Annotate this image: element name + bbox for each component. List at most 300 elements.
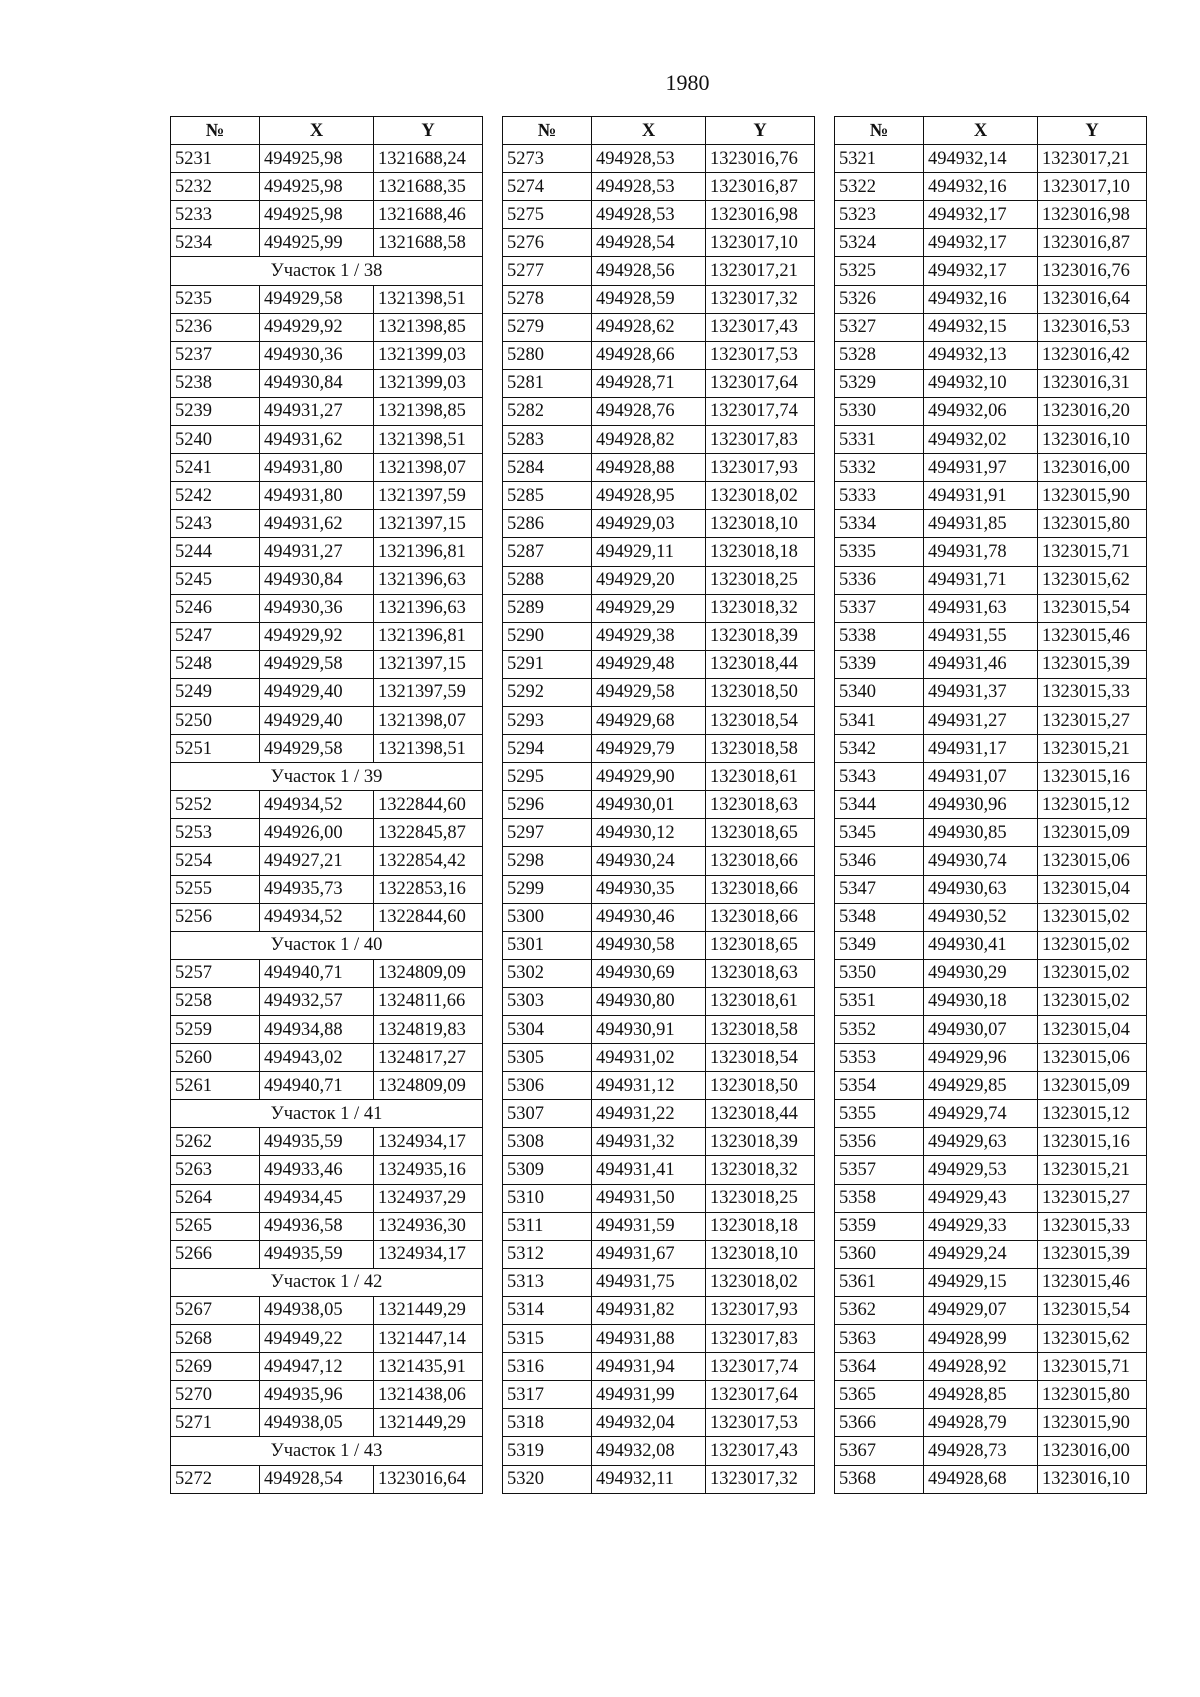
x-coordinate-cell: 494928,62 xyxy=(592,313,706,341)
y-coordinate-cell: 1321688,46 xyxy=(374,201,483,229)
point-number-cell: 5269 xyxy=(171,1353,260,1381)
y-coordinate-cell: 1321398,51 xyxy=(374,735,483,763)
x-coordinate-cell: 494932,06 xyxy=(924,397,1038,425)
point-number-cell: 5320 xyxy=(503,1465,592,1493)
table-row xyxy=(503,510,815,538)
table-row xyxy=(503,1184,815,1212)
point-number-cell: 5335 xyxy=(835,538,924,566)
table-row xyxy=(171,875,483,903)
x-coordinate-cell: 494929,79 xyxy=(592,735,706,763)
x-coordinate-cell: 494930,24 xyxy=(592,847,706,875)
point-number-cell: 5284 xyxy=(503,454,592,482)
table-row xyxy=(503,706,815,734)
y-coordinate-cell: 1323016,53 xyxy=(1038,313,1147,341)
point-number-cell: 5338 xyxy=(835,622,924,650)
y-coordinate-cell: 1323017,74 xyxy=(706,397,815,425)
table-row xyxy=(835,1072,1147,1100)
point-number-cell: 5278 xyxy=(503,285,592,313)
table-row xyxy=(835,1156,1147,1184)
x-coordinate-cell: 494928,66 xyxy=(592,341,706,369)
table-row xyxy=(171,1353,483,1381)
x-coordinate-cell: 494931,07 xyxy=(924,763,1038,791)
y-coordinate-cell: 1323017,10 xyxy=(1038,173,1147,201)
x-coordinate-cell: 494935,59 xyxy=(260,1128,374,1156)
point-number-cell: 5324 xyxy=(835,229,924,257)
x-coordinate-cell: 494929,58 xyxy=(260,285,374,313)
point-number-cell: 5319 xyxy=(503,1437,592,1465)
table-row xyxy=(835,1437,1147,1465)
x-coordinate-cell: 494930,41 xyxy=(924,931,1038,959)
point-number-cell: 5268 xyxy=(171,1325,260,1353)
section-row xyxy=(171,1100,483,1128)
point-number-cell: 5238 xyxy=(171,369,260,397)
table-row xyxy=(835,594,1147,622)
x-coordinate-cell: 494929,40 xyxy=(260,678,374,706)
table-row xyxy=(171,145,483,173)
x-coordinate-cell: 494928,59 xyxy=(592,285,706,313)
table-row xyxy=(171,1381,483,1409)
y-coordinate-cell: 1323015,27 xyxy=(1038,1184,1147,1212)
y-coordinate-cell: 1323017,64 xyxy=(706,369,815,397)
x-coordinate-cell: 494930,35 xyxy=(592,875,706,903)
y-coordinate-cell: 1323015,12 xyxy=(1038,1100,1147,1128)
y-coordinate-cell: 1323015,39 xyxy=(1038,650,1147,678)
point-number-cell: 5295 xyxy=(503,763,592,791)
x-coordinate-cell: 494931,22 xyxy=(592,1100,706,1128)
point-number-cell: 5301 xyxy=(503,931,592,959)
y-coordinate-cell: 1321398,85 xyxy=(374,397,483,425)
table-row xyxy=(503,1353,815,1381)
table-row xyxy=(503,397,815,425)
point-number-cell: 5313 xyxy=(503,1268,592,1296)
y-coordinate-cell: 1322844,60 xyxy=(374,903,483,931)
point-number-cell: 5279 xyxy=(503,313,592,341)
y-coordinate-cell: 1323018,58 xyxy=(706,735,815,763)
table-row xyxy=(171,1465,483,1493)
y-coordinate-cell: 1323018,10 xyxy=(706,510,815,538)
y-coordinate-cell: 1323017,32 xyxy=(706,1465,815,1493)
x-coordinate-cell: 494929,58 xyxy=(260,735,374,763)
table-row xyxy=(835,1184,1147,1212)
table-row xyxy=(835,678,1147,706)
point-number-cell: 5281 xyxy=(503,369,592,397)
y-coordinate-cell: 1321688,24 xyxy=(374,145,483,173)
y-coordinate-cell: 1323015,02 xyxy=(1038,903,1147,931)
x-coordinate-cell: 494929,58 xyxy=(592,678,706,706)
y-coordinate-cell: 1323015,46 xyxy=(1038,622,1147,650)
x-coordinate-cell: 494928,92 xyxy=(924,1353,1038,1381)
x-coordinate-cell: 494929,33 xyxy=(924,1212,1038,1240)
point-number-cell: 5351 xyxy=(835,987,924,1015)
y-coordinate-cell: 1323017,10 xyxy=(706,229,815,257)
section-title: Участок 1 / 40 xyxy=(171,931,483,959)
y-coordinate-cell: 1323018,65 xyxy=(706,931,815,959)
x-coordinate-cell: 494932,57 xyxy=(260,987,374,1015)
y-coordinate-cell: 1323016,10 xyxy=(1038,426,1147,454)
table-row xyxy=(835,313,1147,341)
x-coordinate-cell: 494931,50 xyxy=(592,1184,706,1212)
y-coordinate-cell: 1323015,09 xyxy=(1038,819,1147,847)
x-coordinate-cell: 494929,74 xyxy=(924,1100,1038,1128)
x-coordinate-cell: 494929,92 xyxy=(260,622,374,650)
y-coordinate-cell: 1323016,76 xyxy=(706,145,815,173)
y-coordinate-cell: 1324937,29 xyxy=(374,1184,483,1212)
table-row xyxy=(503,145,815,173)
x-coordinate-cell: 494928,71 xyxy=(592,369,706,397)
table-row xyxy=(835,145,1147,173)
y-coordinate-cell: 1322853,16 xyxy=(374,875,483,903)
y-coordinate-cell: 1323016,87 xyxy=(1038,229,1147,257)
table-row xyxy=(171,201,483,229)
point-number-cell: 5359 xyxy=(835,1212,924,1240)
point-number-cell: 5247 xyxy=(171,622,260,650)
y-coordinate-cell: 1323015,71 xyxy=(1038,538,1147,566)
x-coordinate-cell: 494932,16 xyxy=(924,285,1038,313)
table-row xyxy=(503,1381,815,1409)
point-number-cell: 5321 xyxy=(835,145,924,173)
point-number-cell: 5255 xyxy=(171,875,260,903)
y-coordinate-cell: 1323016,64 xyxy=(1038,285,1147,313)
point-number-cell: 5355 xyxy=(835,1100,924,1128)
x-coordinate-cell: 494929,68 xyxy=(592,706,706,734)
y-coordinate-cell: 1321396,63 xyxy=(374,594,483,622)
x-coordinate-cell: 494931,80 xyxy=(260,454,374,482)
y-coordinate-cell: 1323018,61 xyxy=(706,763,815,791)
table-row xyxy=(835,510,1147,538)
point-number-cell: 5249 xyxy=(171,678,260,706)
table-row xyxy=(503,369,815,397)
x-coordinate-cell: 494931,59 xyxy=(592,1212,706,1240)
point-number-cell: 5343 xyxy=(835,763,924,791)
table-row xyxy=(171,566,483,594)
x-coordinate-cell: 494929,53 xyxy=(924,1156,1038,1184)
table-row xyxy=(835,229,1147,257)
table-row xyxy=(171,622,483,650)
point-number-cell: 5246 xyxy=(171,594,260,622)
table-row xyxy=(503,791,815,819)
x-coordinate-cell: 494931,62 xyxy=(260,426,374,454)
point-number-cell: 5364 xyxy=(835,1353,924,1381)
y-coordinate-cell: 1323017,43 xyxy=(706,313,815,341)
point-number-cell: 5293 xyxy=(503,706,592,734)
x-coordinate-cell: 494929,40 xyxy=(260,706,374,734)
x-coordinate-cell: 494932,10 xyxy=(924,369,1038,397)
table-row xyxy=(503,1268,815,1296)
x-coordinate-cell: 494929,90 xyxy=(592,763,706,791)
x-coordinate-cell: 494931,99 xyxy=(592,1381,706,1409)
x-coordinate-cell: 494926,00 xyxy=(260,819,374,847)
x-coordinate-cell: 494930,46 xyxy=(592,903,706,931)
table-row xyxy=(171,791,483,819)
point-number-cell: 5311 xyxy=(503,1212,592,1240)
point-number-cell: 5366 xyxy=(835,1409,924,1437)
x-coordinate-cell: 494925,98 xyxy=(260,173,374,201)
point-number-cell: 5353 xyxy=(835,1044,924,1072)
table-row xyxy=(171,847,483,875)
point-number-cell: 5277 xyxy=(503,257,592,285)
table-row xyxy=(171,1044,483,1072)
point-number-cell: 5304 xyxy=(503,1016,592,1044)
y-coordinate-cell: 1323015,90 xyxy=(1038,482,1147,510)
table-row xyxy=(835,1016,1147,1044)
point-number-cell: 5243 xyxy=(171,510,260,538)
point-number-cell: 5256 xyxy=(171,903,260,931)
header-number: № xyxy=(503,117,592,145)
point-number-cell: 5236 xyxy=(171,313,260,341)
table-row xyxy=(835,819,1147,847)
x-coordinate-cell: 494928,85 xyxy=(924,1381,1038,1409)
table-row xyxy=(171,510,483,538)
table-row xyxy=(503,875,815,903)
y-coordinate-cell: 1323016,98 xyxy=(1038,201,1147,229)
table-row xyxy=(835,706,1147,734)
table-row xyxy=(171,538,483,566)
point-number-cell: 5348 xyxy=(835,903,924,931)
x-coordinate-cell: 494929,20 xyxy=(592,566,706,594)
y-coordinate-cell: 1323018,50 xyxy=(706,1072,815,1100)
y-coordinate-cell: 1321398,51 xyxy=(374,285,483,313)
table-row xyxy=(503,566,815,594)
point-number-cell: 5331 xyxy=(835,426,924,454)
x-coordinate-cell: 494931,27 xyxy=(924,706,1038,734)
point-number-cell: 5235 xyxy=(171,285,260,313)
y-coordinate-cell: 1323017,32 xyxy=(706,285,815,313)
point-number-cell: 5333 xyxy=(835,482,924,510)
table-row xyxy=(835,1212,1147,1240)
point-number-cell: 5265 xyxy=(171,1212,260,1240)
x-coordinate-cell: 494931,27 xyxy=(260,538,374,566)
section-row xyxy=(171,1268,483,1296)
point-number-cell: 5272 xyxy=(171,1465,260,1493)
y-coordinate-cell: 1321397,59 xyxy=(374,482,483,510)
x-coordinate-cell: 494930,07 xyxy=(924,1016,1038,1044)
y-coordinate-cell: 1323015,16 xyxy=(1038,763,1147,791)
table-row xyxy=(503,650,815,678)
point-number-cell: 5260 xyxy=(171,1044,260,1072)
x-coordinate-cell: 494934,88 xyxy=(260,1016,374,1044)
y-coordinate-cell: 1323018,66 xyxy=(706,875,815,903)
point-number-cell: 5307 xyxy=(503,1100,592,1128)
table-row xyxy=(503,1156,815,1184)
y-coordinate-cell: 1323016,42 xyxy=(1038,341,1147,369)
y-coordinate-cell: 1324819,83 xyxy=(374,1016,483,1044)
y-coordinate-cell: 1323015,04 xyxy=(1038,1016,1147,1044)
table-row xyxy=(835,1325,1147,1353)
x-coordinate-cell: 494928,53 xyxy=(592,201,706,229)
point-number-cell: 5274 xyxy=(503,173,592,201)
y-coordinate-cell: 1323016,10 xyxy=(1038,1465,1147,1493)
y-coordinate-cell: 1323017,53 xyxy=(706,341,815,369)
point-number-cell: 5315 xyxy=(503,1325,592,1353)
point-number-cell: 5344 xyxy=(835,791,924,819)
y-coordinate-cell: 1321688,58 xyxy=(374,229,483,257)
table-row xyxy=(171,1156,483,1184)
y-coordinate-cell: 1321688,35 xyxy=(374,173,483,201)
table-row xyxy=(503,313,815,341)
table-row xyxy=(503,1044,815,1072)
y-coordinate-cell: 1323018,02 xyxy=(706,1268,815,1296)
x-coordinate-cell: 494928,68 xyxy=(924,1465,1038,1493)
table-row xyxy=(835,931,1147,959)
section-title: Участок 1 / 41 xyxy=(171,1100,483,1128)
x-coordinate-cell: 494930,85 xyxy=(924,819,1038,847)
x-coordinate-cell: 494929,96 xyxy=(924,1044,1038,1072)
point-number-cell: 5292 xyxy=(503,678,592,706)
table-row xyxy=(835,1240,1147,1268)
point-number-cell: 5285 xyxy=(503,482,592,510)
x-coordinate-cell: 494940,71 xyxy=(260,1072,374,1100)
table-row xyxy=(503,819,815,847)
x-coordinate-cell: 494935,96 xyxy=(260,1381,374,1409)
y-coordinate-cell: 1321396,81 xyxy=(374,622,483,650)
table-row xyxy=(503,1325,815,1353)
y-coordinate-cell: 1323018,25 xyxy=(706,1184,815,1212)
x-coordinate-cell: 494931,17 xyxy=(924,735,1038,763)
table-row xyxy=(835,1465,1147,1493)
point-number-cell: 5250 xyxy=(171,706,260,734)
header-y: Y xyxy=(374,117,483,145)
x-coordinate-cell: 494929,29 xyxy=(592,594,706,622)
header-y: Y xyxy=(706,117,815,145)
y-coordinate-cell: 1322854,42 xyxy=(374,847,483,875)
point-number-cell: 5308 xyxy=(503,1128,592,1156)
point-number-cell: 5337 xyxy=(835,594,924,622)
y-coordinate-cell: 1323018,63 xyxy=(706,791,815,819)
x-coordinate-cell: 494925,99 xyxy=(260,229,374,257)
point-number-cell: 5294 xyxy=(503,735,592,763)
table-row xyxy=(835,1381,1147,1409)
table-row xyxy=(171,454,483,482)
table-row xyxy=(835,341,1147,369)
point-number-cell: 5263 xyxy=(171,1156,260,1184)
point-number-cell: 5280 xyxy=(503,341,592,369)
x-coordinate-cell: 494931,71 xyxy=(924,566,1038,594)
x-coordinate-cell: 494931,82 xyxy=(592,1296,706,1324)
table-row xyxy=(835,566,1147,594)
header-x: X xyxy=(924,117,1038,145)
point-number-cell: 5233 xyxy=(171,201,260,229)
x-coordinate-cell: 494929,63 xyxy=(924,1128,1038,1156)
table-row xyxy=(835,482,1147,510)
y-coordinate-cell: 1323015,46 xyxy=(1038,1268,1147,1296)
x-coordinate-cell: 494929,11 xyxy=(592,538,706,566)
x-coordinate-cell: 494930,91 xyxy=(592,1016,706,1044)
point-number-cell: 5244 xyxy=(171,538,260,566)
point-number-cell: 5253 xyxy=(171,819,260,847)
y-coordinate-cell: 1323018,44 xyxy=(706,650,815,678)
y-coordinate-cell: 1323016,00 xyxy=(1038,454,1147,482)
y-coordinate-cell: 1323015,09 xyxy=(1038,1072,1147,1100)
y-coordinate-cell: 1323015,71 xyxy=(1038,1353,1147,1381)
table-row xyxy=(503,1296,815,1324)
table-row xyxy=(835,201,1147,229)
y-coordinate-cell: 1324934,17 xyxy=(374,1240,483,1268)
x-coordinate-cell: 494931,62 xyxy=(260,510,374,538)
header-number: № xyxy=(835,117,924,145)
point-number-cell: 5240 xyxy=(171,426,260,454)
point-number-cell: 5261 xyxy=(171,1072,260,1100)
table-row xyxy=(503,763,815,791)
table-row xyxy=(835,622,1147,650)
table-row xyxy=(835,285,1147,313)
table-row xyxy=(171,313,483,341)
y-coordinate-cell: 1321398,85 xyxy=(374,313,483,341)
y-coordinate-cell: 1323015,04 xyxy=(1038,875,1147,903)
x-coordinate-cell: 494931,02 xyxy=(592,1044,706,1072)
table-row xyxy=(503,173,815,201)
y-coordinate-cell: 1321398,51 xyxy=(374,426,483,454)
table-row xyxy=(171,285,483,313)
table-row xyxy=(171,1128,483,1156)
table-row xyxy=(171,1296,483,1324)
x-coordinate-cell: 494929,24 xyxy=(924,1240,1038,1268)
x-coordinate-cell: 494931,78 xyxy=(924,538,1038,566)
y-coordinate-cell: 1323018,58 xyxy=(706,1016,815,1044)
x-coordinate-cell: 494928,54 xyxy=(592,229,706,257)
point-number-cell: 5354 xyxy=(835,1072,924,1100)
y-coordinate-cell: 1321438,06 xyxy=(374,1381,483,1409)
table-row xyxy=(835,426,1147,454)
x-coordinate-cell: 494930,01 xyxy=(592,791,706,819)
point-number-cell: 5291 xyxy=(503,650,592,678)
table-row xyxy=(171,229,483,257)
x-coordinate-cell: 494930,52 xyxy=(924,903,1038,931)
x-coordinate-cell: 494929,07 xyxy=(924,1296,1038,1324)
x-coordinate-cell: 494928,73 xyxy=(924,1437,1038,1465)
point-number-cell: 5361 xyxy=(835,1268,924,1296)
x-coordinate-cell: 494930,84 xyxy=(260,369,374,397)
y-coordinate-cell: 1323015,33 xyxy=(1038,678,1147,706)
table-row xyxy=(171,482,483,510)
point-number-cell: 5314 xyxy=(503,1296,592,1324)
x-coordinate-cell: 494930,69 xyxy=(592,959,706,987)
table-row xyxy=(835,1296,1147,1324)
point-number-cell: 5352 xyxy=(835,1016,924,1044)
coordinates-table-2 xyxy=(502,116,815,1494)
table-row xyxy=(503,426,815,454)
point-number-cell: 5349 xyxy=(835,931,924,959)
x-coordinate-cell: 494932,11 xyxy=(592,1465,706,1493)
y-coordinate-cell: 1323018,18 xyxy=(706,1212,815,1240)
y-coordinate-cell: 1323018,39 xyxy=(706,1128,815,1156)
x-coordinate-cell: 494931,85 xyxy=(924,510,1038,538)
x-coordinate-cell: 494929,85 xyxy=(924,1072,1038,1100)
table-row xyxy=(835,1128,1147,1156)
point-number-cell: 5356 xyxy=(835,1128,924,1156)
point-number-cell: 5365 xyxy=(835,1381,924,1409)
x-coordinate-cell: 494933,46 xyxy=(260,1156,374,1184)
table-row xyxy=(503,1100,815,1128)
x-coordinate-cell: 494931,75 xyxy=(592,1268,706,1296)
y-coordinate-cell: 1321396,63 xyxy=(374,566,483,594)
point-number-cell: 5327 xyxy=(835,313,924,341)
x-coordinate-cell: 494931,37 xyxy=(924,678,1038,706)
y-coordinate-cell: 1323018,32 xyxy=(706,1156,815,1184)
x-coordinate-cell: 494928,95 xyxy=(592,482,706,510)
table-row xyxy=(835,369,1147,397)
table-row xyxy=(503,285,815,313)
table-row xyxy=(171,706,483,734)
y-coordinate-cell: 1321447,14 xyxy=(374,1325,483,1353)
table-row xyxy=(171,1240,483,1268)
y-coordinate-cell: 1323015,54 xyxy=(1038,594,1147,622)
table-row xyxy=(171,819,483,847)
section-row xyxy=(171,763,483,791)
y-coordinate-cell: 1323016,87 xyxy=(706,173,815,201)
x-coordinate-cell: 494928,79 xyxy=(924,1409,1038,1437)
table-row xyxy=(503,257,815,285)
x-coordinate-cell: 494934,52 xyxy=(260,791,374,819)
